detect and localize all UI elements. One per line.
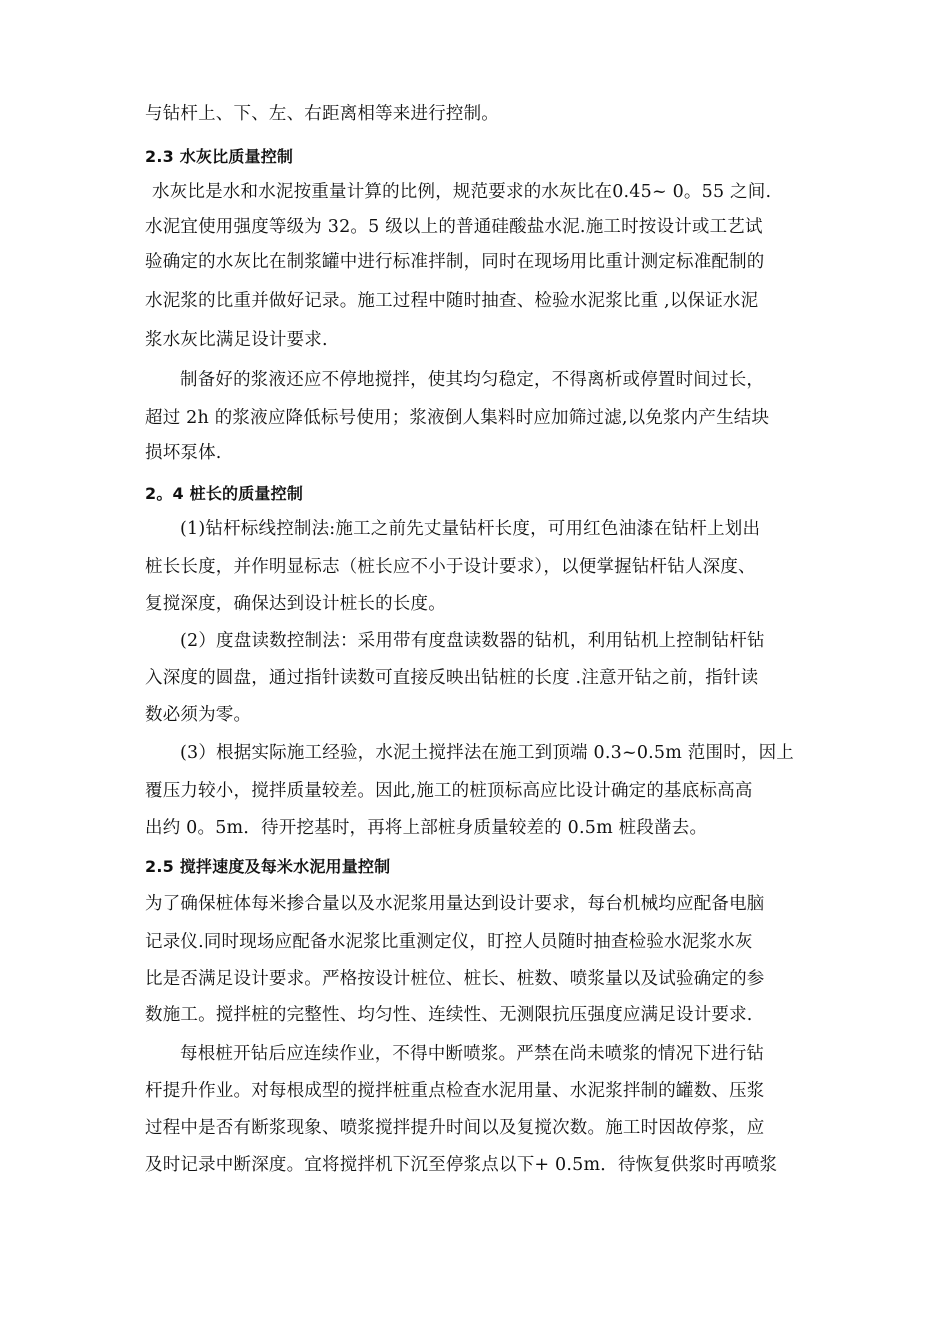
paragraph-line: 水灰比是水和水泥按重量计算的比例，规范要求的水灰比在0.45~ 0。55 之间. <box>152 182 772 202</box>
paragraph-line: 杆提升作业。对每根成型的搅拌桩重点检查水泥用量、水泥浆拌制的罐数、压浆 <box>145 1081 765 1101</box>
paragraph-line: 水泥浆的比重并做好记录。施工过程中随时抽查、检验水泥浆比重 ,以保证水泥 <box>145 291 759 311</box>
paragraph-line: 浆水灰比满足设计要求. <box>145 330 328 350</box>
paragraph-line: 制备好的浆液还应不停地搅拌，使其均匀稳定，不得离析或停置时间过长， <box>180 370 765 390</box>
section-heading-2-4: 2。4 桩长的质量控制 <box>145 484 304 503</box>
paragraph-line: 每根桩开钻后应连续作业，不得中断喷浆。严禁在尚未喷浆的情况下进行钻 <box>180 1044 765 1064</box>
paragraph-line: 及时记录中断深度。宜将搅拌机下沉至停浆点以下+ 0.5m．待恢复供浆时再喷浆 <box>145 1155 778 1175</box>
paragraph-line: 比是否满足设计要求。严格按设计桩位、桩长、桩数、喷浆量以及试验确定的参 <box>145 969 765 989</box>
paragraph-line: 与钻杆上、下、左、右距离相等来进行控制。 <box>145 104 499 124</box>
paragraph-line: 数施工。搅拌桩的完整性、均匀性、连续性、无测限抗压强度应满足设计要求. <box>145 1005 753 1025</box>
paragraph-line: 损坏泵体. <box>145 443 222 463</box>
paragraph-line: 为了确保桩体每米掺合量以及水泥浆用量达到设计要求，每台机械均应配备电脑 <box>145 894 765 914</box>
paragraph-line: (1)钻杆标线控制法:施工之前先丈量钻杆长度，可用红色油漆在钻杆上划出 <box>180 519 761 539</box>
paragraph-line: 覆压力较小，搅拌质量较差。因此,施工的桩顶标高应比设计确定的基底标高高 <box>145 781 753 801</box>
paragraph-line: (2）度盘读数控制法：采用带有度盘读数器的钻机，利用钻机上控制钻杆钻 <box>180 631 765 651</box>
paragraph-line: 数必须为零。 <box>145 705 252 725</box>
section-heading-2-3: 2.3 水灰比质量控制 <box>145 147 294 166</box>
paragraph-line: 超过 2h 的浆液应降低标号使用；浆液倒人集料时应加筛过滤,以免浆内产生结块 <box>145 408 770 428</box>
paragraph-line: 复搅深度，确保达到设计桩长的长度。 <box>145 594 446 614</box>
paragraph-line: 水泥宜使用强度等级为 32。5 级以上的普通硅酸盐水泥.施工时按设计或工艺试 <box>145 217 763 237</box>
section-heading-2-5: 2.5 搅拌速度及每米水泥用量控制 <box>145 857 391 876</box>
paragraph-line: 记录仪.同时现场应配备水泥浆比重测定仪，盯控人员随时抽查检验水泥浆水灰 <box>145 932 753 952</box>
paragraph-line: 入深度的圆盘，通过指针读数可直接反映出钻桩的长度 .注意开钻之前，指针读 <box>145 668 759 688</box>
paragraph-line: 桩长长度，并作明显标志（桩长应不小于设计要求），以便掌握钻杆钻人深度、 <box>145 557 756 577</box>
paragraph-line: 出约 0。5m．待开挖基时，再将上部桩身质量较差的 0.5m 桩段凿去。 <box>145 818 708 838</box>
paragraph-line: (3）根据实际施工经验，水泥土搅拌法在施工到顶端 0.3~0.5m 范围时，因上 <box>180 743 795 763</box>
paragraph-line: 验确定的水灰比在制浆罐中进行标准拌制，同时在现场用比重计测定标准配制的 <box>145 252 765 272</box>
paragraph-line: 过程中是否有断浆现象、喷浆搅拌提升时间以及复搅次数。施工时因故停浆，应 <box>145 1118 765 1138</box>
